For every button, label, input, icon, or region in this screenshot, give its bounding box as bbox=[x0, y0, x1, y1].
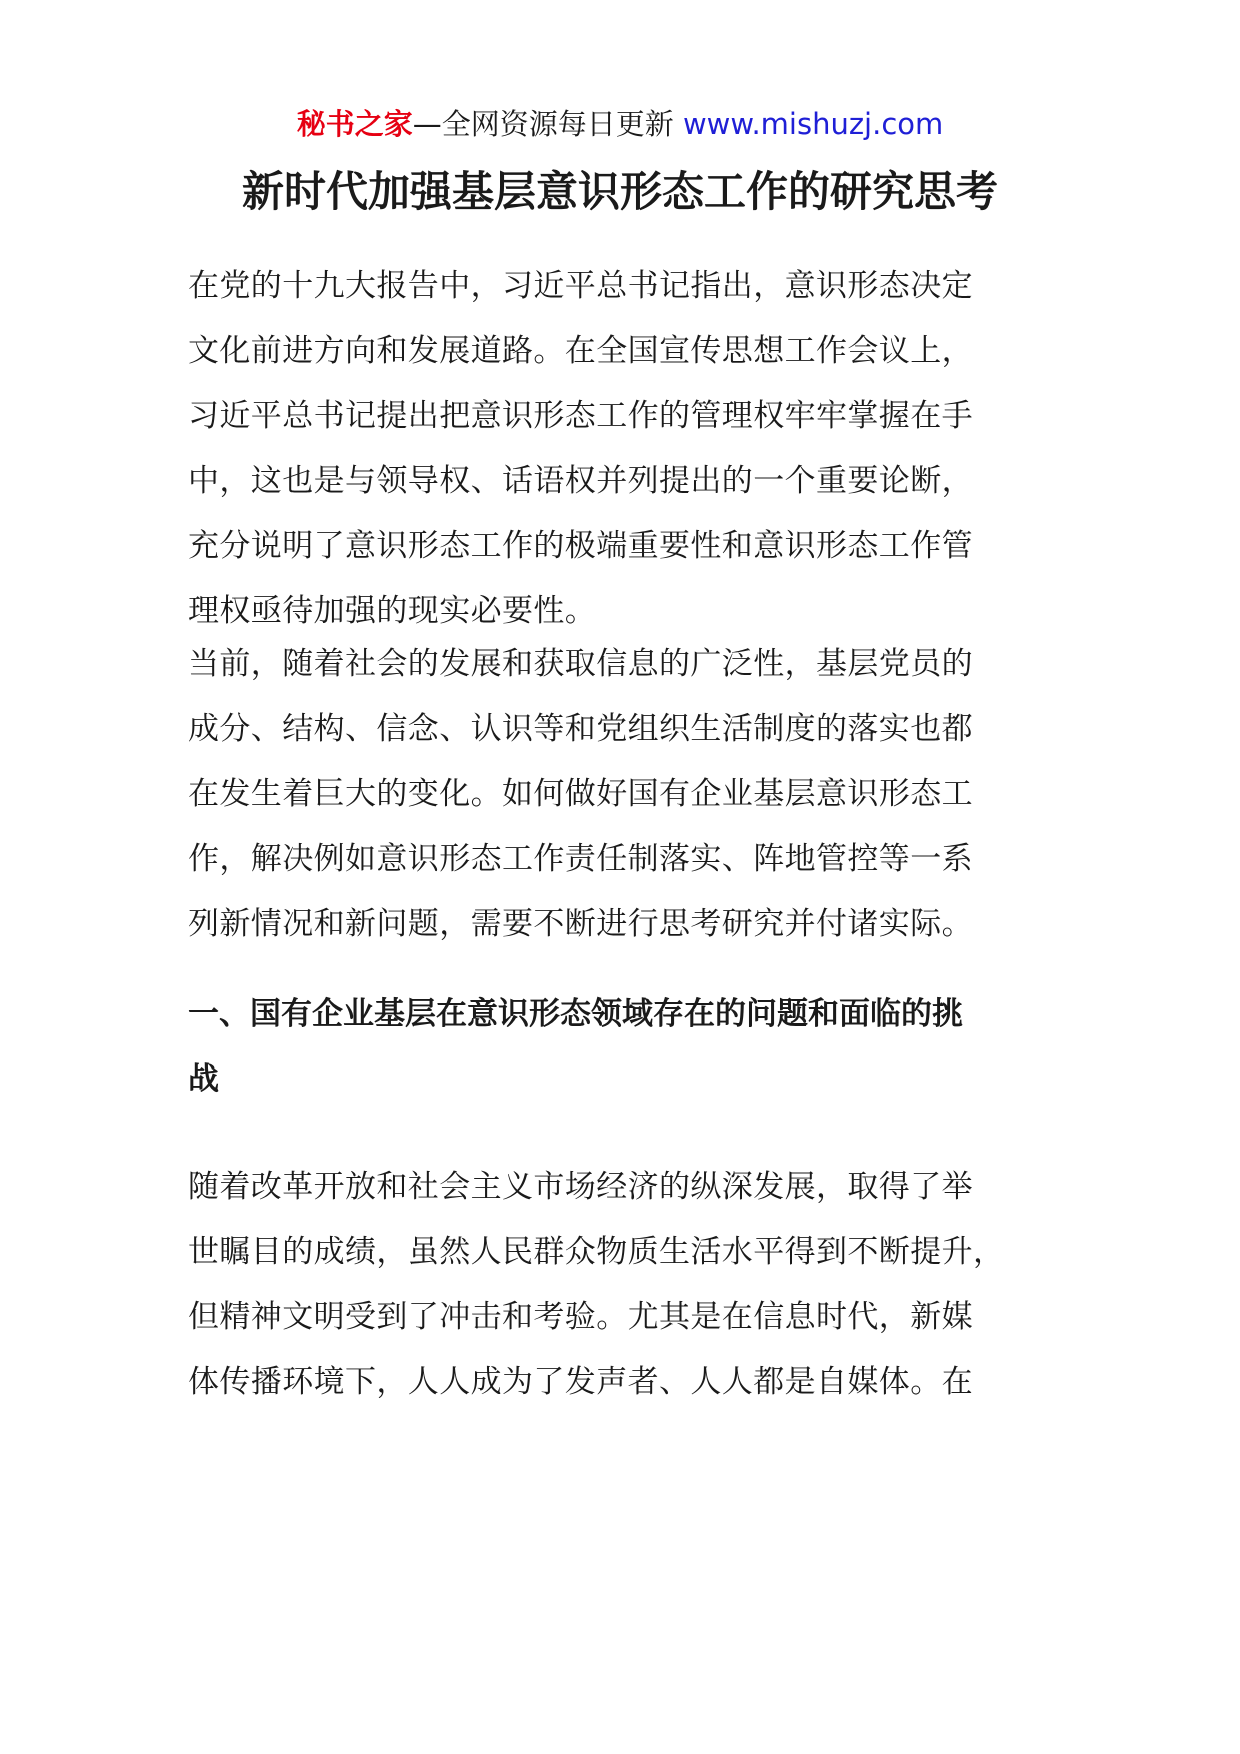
site-header bbox=[0, 102, 1240, 146]
site-url-link[interactable]: www.mishuzj.com bbox=[682, 107, 944, 141]
text-line: 充分说明了意识形态工作的极端重要性和意识形态工作管 bbox=[188, 528, 973, 564]
heading-line: 一、国有企业基层在意识形态领域存在的问题和面临的挑 bbox=[188, 996, 963, 1032]
heading-line: 战 bbox=[188, 1061, 219, 1097]
text-line: 当前，随着社会的发展和获取信息的广泛性，基层党员的 bbox=[188, 646, 973, 682]
text-line: 体传播环境下，人人成为了发声者、人人都是自媒体。在 bbox=[188, 1364, 973, 1400]
text-line: 习近平总书记提出把意识形态工作的管理权牢牢掌握在手 bbox=[188, 398, 973, 434]
text-line: 在党的十九大报告中，习近平总书记指出，意识形态决定 bbox=[188, 268, 973, 304]
site-tagline: —全网资源每日更新 bbox=[412, 107, 674, 141]
section-heading-1 bbox=[188, 982, 1068, 1112]
intro-paragraph-1 bbox=[188, 254, 1068, 644]
text-line: 文化前进方向和发展道路。在全国宣传思想工作会议上， bbox=[188, 333, 973, 369]
text-line: 作，解决例如意识形态工作责任制落实、阵地管控等一系 bbox=[188, 841, 973, 877]
text-line: 世瞩目的成绩，虽然人民群众物质生活水平得到不断提升， bbox=[188, 1234, 1005, 1270]
document-title: 新时代加强基层意识形态工作的研究思考 bbox=[241, 167, 998, 216]
text-line: 随着改革开放和社会主义市场经济的纵深发展，取得了举 bbox=[188, 1169, 973, 1205]
section-1-paragraph bbox=[188, 1155, 1068, 1415]
text-line: 中，这也是与领导权、话语权并列提出的一个重要论断， bbox=[188, 463, 973, 499]
text-line: 成分、结构、信念、认识等和党组织生活制度的落实也都 bbox=[188, 711, 973, 747]
text-line: 在发生着巨大的变化。如何做好国有企业基层意识形态工 bbox=[188, 776, 973, 812]
text-line: 理权亟待加强的现实必要性。 bbox=[188, 593, 597, 629]
text-line: 列新情况和新问题，需要不断进行思考研究并付诸实际。 bbox=[188, 906, 973, 942]
brand-name: 秘书之家 bbox=[296, 107, 413, 141]
intro-paragraph-2 bbox=[188, 632, 1068, 957]
text-line: 但精神文明受到了冲击和考验。尤其是在信息时代，新媒 bbox=[188, 1299, 973, 1335]
